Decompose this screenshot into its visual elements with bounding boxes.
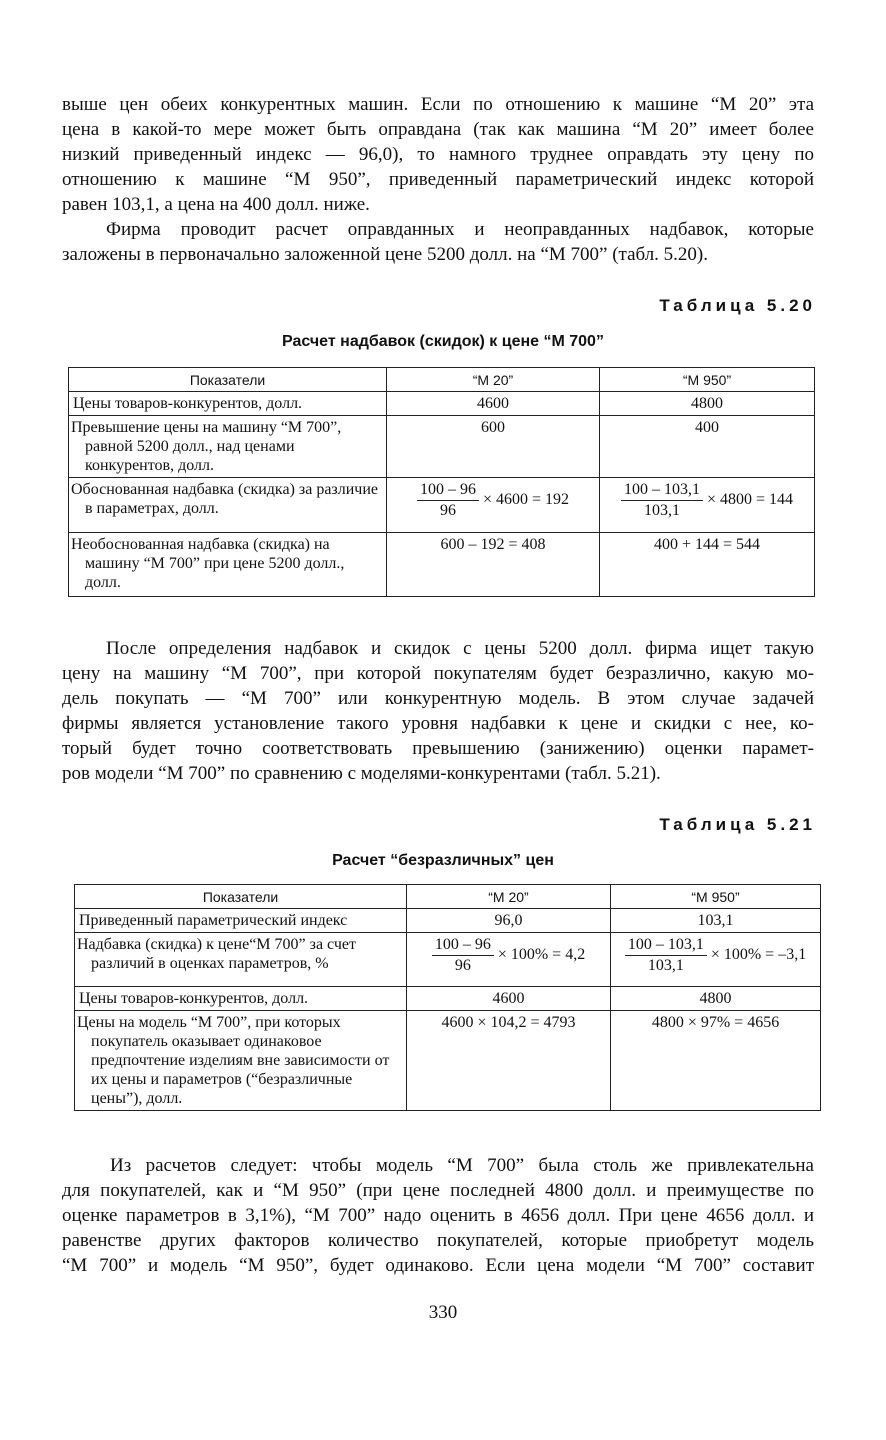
numerator: 100 – 96	[417, 480, 479, 501]
column-header: “М 20”	[387, 368, 600, 392]
text-line: фирмы является установление такого уровня надбавки к цене и скидки с нее, ко-	[62, 713, 814, 734]
table-row	[75, 987, 821, 1011]
numerator: 100 – 103,1	[621, 480, 703, 501]
column-header: “М 950”	[600, 368, 815, 392]
row-label: Цены на модель “М 700”, при которых покупатель оказывает одинаковое предпочтение изделиям вне зависимости от их цены и параметров (“безразличные цены”), долл.	[75, 1011, 407, 1111]
formula-cell	[387, 478, 600, 533]
text-line: цену на машину “М 700”, при которой покупателям будет безразлично, какую мо-	[62, 663, 814, 684]
cell-value: 96,0	[407, 909, 611, 933]
table-header-row	[75, 885, 821, 909]
formula-rest: × 4600 = 192	[482, 491, 570, 509]
fraction	[417, 480, 479, 521]
cell-value: 4800	[611, 987, 821, 1011]
text-line: цена в какой-то мере может быть оправдана (так как машина “М 20” имеет более	[62, 119, 814, 140]
fraction	[621, 480, 703, 521]
table-row	[75, 909, 821, 933]
numerator: 100 – 96	[432, 935, 494, 956]
row-label: Превышение цены на машину “М 700”, равной 5200 долл., над ценами конкурентов, долл.	[69, 416, 387, 478]
text-line: оценке параметров в 3,1%), “М 700” надо оценить в 4656 долл. При цене 4656 долл. и	[62, 1205, 814, 1226]
cell-value: 4800	[600, 392, 815, 416]
cell-value: 600 – 192 = 408	[387, 533, 600, 597]
page-number: 330	[428, 1302, 458, 1323]
denominator: 103,1	[643, 502, 680, 519]
text-line: заложены в первоначально заложенной цене 5200 долл. на “М 700” (табл. 5.20).	[62, 244, 708, 265]
cell-value: 400 + 144 = 544	[600, 533, 815, 597]
column-header: Показатели	[75, 885, 407, 909]
text-line: После определения надбавок и скидок с цены 5200 долл. фирма ищет такую	[106, 638, 814, 659]
table-row	[69, 392, 815, 416]
formula-rest: × 100% = –3,1	[710, 946, 807, 964]
table-label: Таблица 5.21	[659, 815, 816, 834]
formula-cell	[600, 478, 815, 533]
text-line: торый будет точно соответствовать превышению (занижению) оценки парамет-	[62, 738, 814, 759]
indifferent-prices-table	[74, 884, 821, 1111]
paragraph-after-markup	[62, 636, 814, 786]
denominator: 103,1	[647, 957, 684, 974]
table-row	[69, 478, 815, 533]
table-title: Расчет надбавок (скидок) к цене “М 700”	[282, 333, 604, 350]
text-line: Из расчетов следует: чтобы модель “М 700” была столь же привлекательна	[110, 1155, 814, 1176]
paragraph-firm	[62, 217, 814, 267]
markup-table	[68, 367, 815, 597]
denominator: 96	[439, 502, 456, 519]
text-line: ров модели “М 700” по сравнению с моделями-конкурентами (табл. 5.21).	[62, 763, 661, 784]
text-line: отношению к машине “М 950”, приведенный параметрический индекс которой	[62, 169, 814, 190]
text-line: равенстве других факторов количество покупателей, которые приобретут модель	[62, 1230, 814, 1251]
text-line: дель покупать — “М 700” или конкурентную модель. В этом случае задачей	[62, 688, 814, 709]
fraction	[432, 935, 494, 976]
row-label: Надбавка (скидка) к цене“М 700” за счет различий в оценках параметров, %	[75, 933, 407, 987]
table-row	[75, 1011, 821, 1111]
row-label: Цены товаров-конкурентов, долл.	[69, 392, 387, 416]
cell-value: 4600 × 104,2 = 4793	[407, 1011, 611, 1111]
text-line: низкий приведенный индекс — 96,0), то намного труднее оправдать эту цену по	[62, 144, 814, 165]
row-label: Обоснованная надбавка (скидка) за различие в параметрах, долл.	[69, 478, 387, 533]
text-line: для покупателей, как и “М 950” (при цене последней 4800 долл. и преимуществе по	[62, 1180, 814, 1201]
text-line: равен 103,1, а цена на 400 долл. ниже.	[62, 194, 370, 215]
row-label: Необоснованная надбавка (скидка) на машину “М 700” при цене 5200 долл., долл.	[69, 533, 387, 597]
formula-rest: × 4800 = 144	[706, 491, 794, 509]
formula-cell	[407, 933, 611, 987]
table-label: Таблица 5.20	[659, 296, 816, 315]
column-header: Показатели	[69, 368, 387, 392]
text-line: выше цен обеих конкурентных машин. Если по отношению к машине “М 20” эта	[62, 94, 814, 115]
cell-value: 103,1	[611, 909, 821, 933]
cell-value: 400	[600, 416, 815, 478]
cell-value: 4600	[387, 392, 600, 416]
table-row	[69, 533, 815, 597]
table-row	[75, 933, 821, 987]
table-row	[69, 416, 815, 478]
denominator: 96	[454, 957, 471, 974]
formula-cell	[611, 933, 821, 987]
text-line: Фирма проводит расчет оправданных и неоправданных надбавок, которые	[106, 219, 814, 240]
numerator: 100 – 103,1	[625, 935, 707, 956]
column-header: “М 950”	[611, 885, 821, 909]
cell-value: 4600	[407, 987, 611, 1011]
paragraph-intro	[62, 92, 814, 217]
formula-rest: × 100% = 4,2	[497, 946, 586, 964]
text-line: “М 700” и модель “М 950”, будет одинаково. Если цена модели “М 700” составит	[62, 1255, 814, 1276]
row-label: Приведенный параметрический индекс	[75, 909, 407, 933]
table-title: Расчет “безразличных” цен	[332, 852, 554, 869]
row-label: Цены товаров-конкурентов, долл.	[75, 987, 407, 1011]
table-header-row	[69, 368, 815, 392]
cell-value: 600	[387, 416, 600, 478]
fraction	[625, 935, 707, 976]
cell-value: 4800 × 97% = 4656	[611, 1011, 821, 1111]
paragraph-conclusion	[62, 1153, 814, 1278]
column-header: “М 20”	[407, 885, 611, 909]
